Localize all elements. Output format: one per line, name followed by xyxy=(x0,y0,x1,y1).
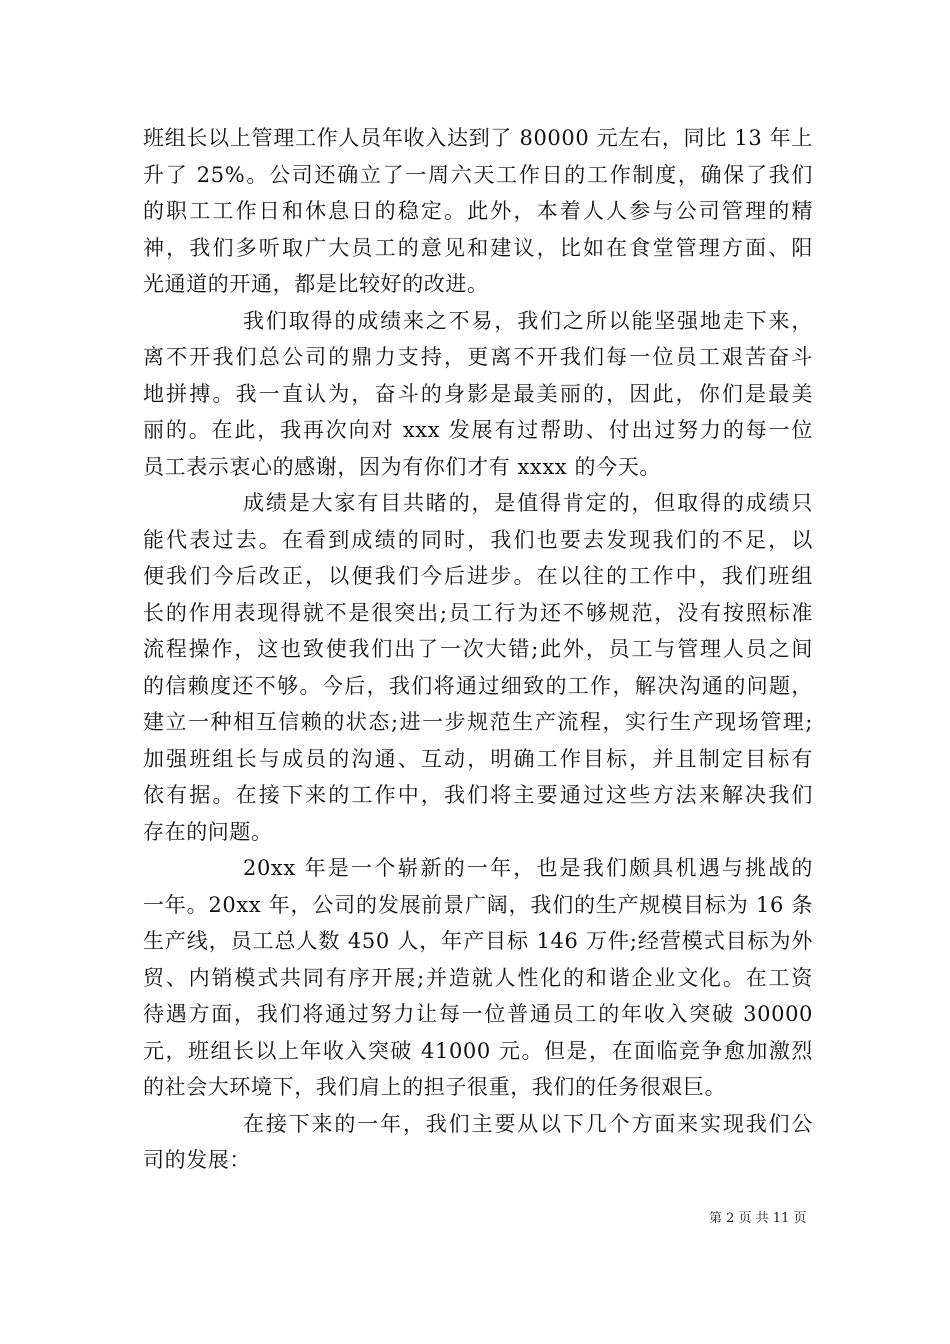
text-line: 便我们今后改正，以便我们今后进步。在以往的工作中，我们班组 xyxy=(143,564,813,588)
text-line: 的信赖度还不够。今后，我们将通过细致的工作，解决沟通的问题， xyxy=(143,673,813,698)
text-line: 在接下来的一年，我们主要从以下几个方面来实现我们公 xyxy=(243,1111,813,1136)
text-line: 成绩是大家有目共睹的，是值得肯定的，但取得的成绩只 xyxy=(243,491,813,515)
paragraph xyxy=(143,303,813,486)
text-line: 司的发展： xyxy=(143,1148,251,1172)
text-line: 待遇方面，我们将通过努力让每一位普通员工的年收入突破 30000 xyxy=(143,1002,813,1026)
text-line: 神，我们多听取广大员工的意见和建议，比如在食堂管理方面、阳 xyxy=(143,235,813,260)
text-line: 长的作用表现得就不是很突出;员工行为还不够规范，没有按照标准 xyxy=(143,600,813,625)
text-line: 建立一种相互信赖的状态;进一步规范生产流程，实行生产现场管理; xyxy=(143,710,813,734)
paragraph xyxy=(143,485,813,850)
text-line: 的职工工作日和休息日的稳定。此外，本着人人参与公司管理的精 xyxy=(143,199,813,223)
text-line: 贸、内销模式共同有序开展;并造就人性化的和谐企业文化。在工资 xyxy=(143,965,813,990)
text-line: 元，班组长以上年收入突破 41000 元。但是，在面临竞争愈加激烈 xyxy=(143,1038,813,1063)
text-line: 光通道的开通，都是比较好的改进。 xyxy=(143,272,489,296)
text-line: 依有据。在接下来的工作中，我们将主要通过这些方法来解决我们 xyxy=(143,783,813,807)
text-line: 流程操作，这也致使我们出了一次大错;此外，员工与管理人员之间 xyxy=(143,637,813,661)
text-line: 班组长以上管理工作人员年收入达到了 80000 元左右，同比 13 年上 xyxy=(143,126,813,150)
paragraph xyxy=(143,120,813,303)
page-number-footer: 第 2 页 共 11 页 xyxy=(709,1211,807,1226)
text-line: 升了 25%。公司还确立了一周六天工作日的工作制度，确保了我们 xyxy=(143,162,813,187)
paragraph xyxy=(143,850,813,1106)
text-line: 离不开我们总公司的鼎力支持，更离不开我们每一位员工艰苦奋斗 xyxy=(143,345,813,369)
text-line: 的社会大环境下，我们肩上的担子很重，我们的任务很艰巨。 xyxy=(143,1075,727,1099)
text-line: 能代表过去。在看到成绩的同时，我们也要去发现我们的不足，以 xyxy=(143,527,813,552)
text-line: 丽的。在此，我再次向对 xxx 发展有过帮助、付出过努力的每一位 xyxy=(143,418,813,442)
text-line: 加强班组长与成员的沟通、互动，明确工作目标，并且制定目标有 xyxy=(143,746,813,771)
text-line: 地拼搏。我一直认为，奋斗的身影是最美丽的，因此，你们是最美 xyxy=(143,381,813,406)
body-text xyxy=(143,120,813,1179)
text-line: 员工表示衷心的感谢，因为有你们才有 xxxx 的今天。 xyxy=(143,454,661,479)
paragraph xyxy=(143,1106,813,1179)
text-line: 20xx 年是一个崭新的一年，也是我们颇具机遇与挑战的 xyxy=(243,856,813,880)
text-line: 存在的问题。 xyxy=(143,819,273,844)
text-line: 我们取得的成绩来之不易，我们之所以能坚强地走下来， xyxy=(243,308,813,333)
text-line: 生产线，员工总人数 450 人，年产目标 146 万件;经营模式目标为外 xyxy=(143,929,813,953)
text-line: 一年。20xx 年，公司的发展前景广阔，我们的生产规模目标为 16 条 xyxy=(143,892,813,917)
